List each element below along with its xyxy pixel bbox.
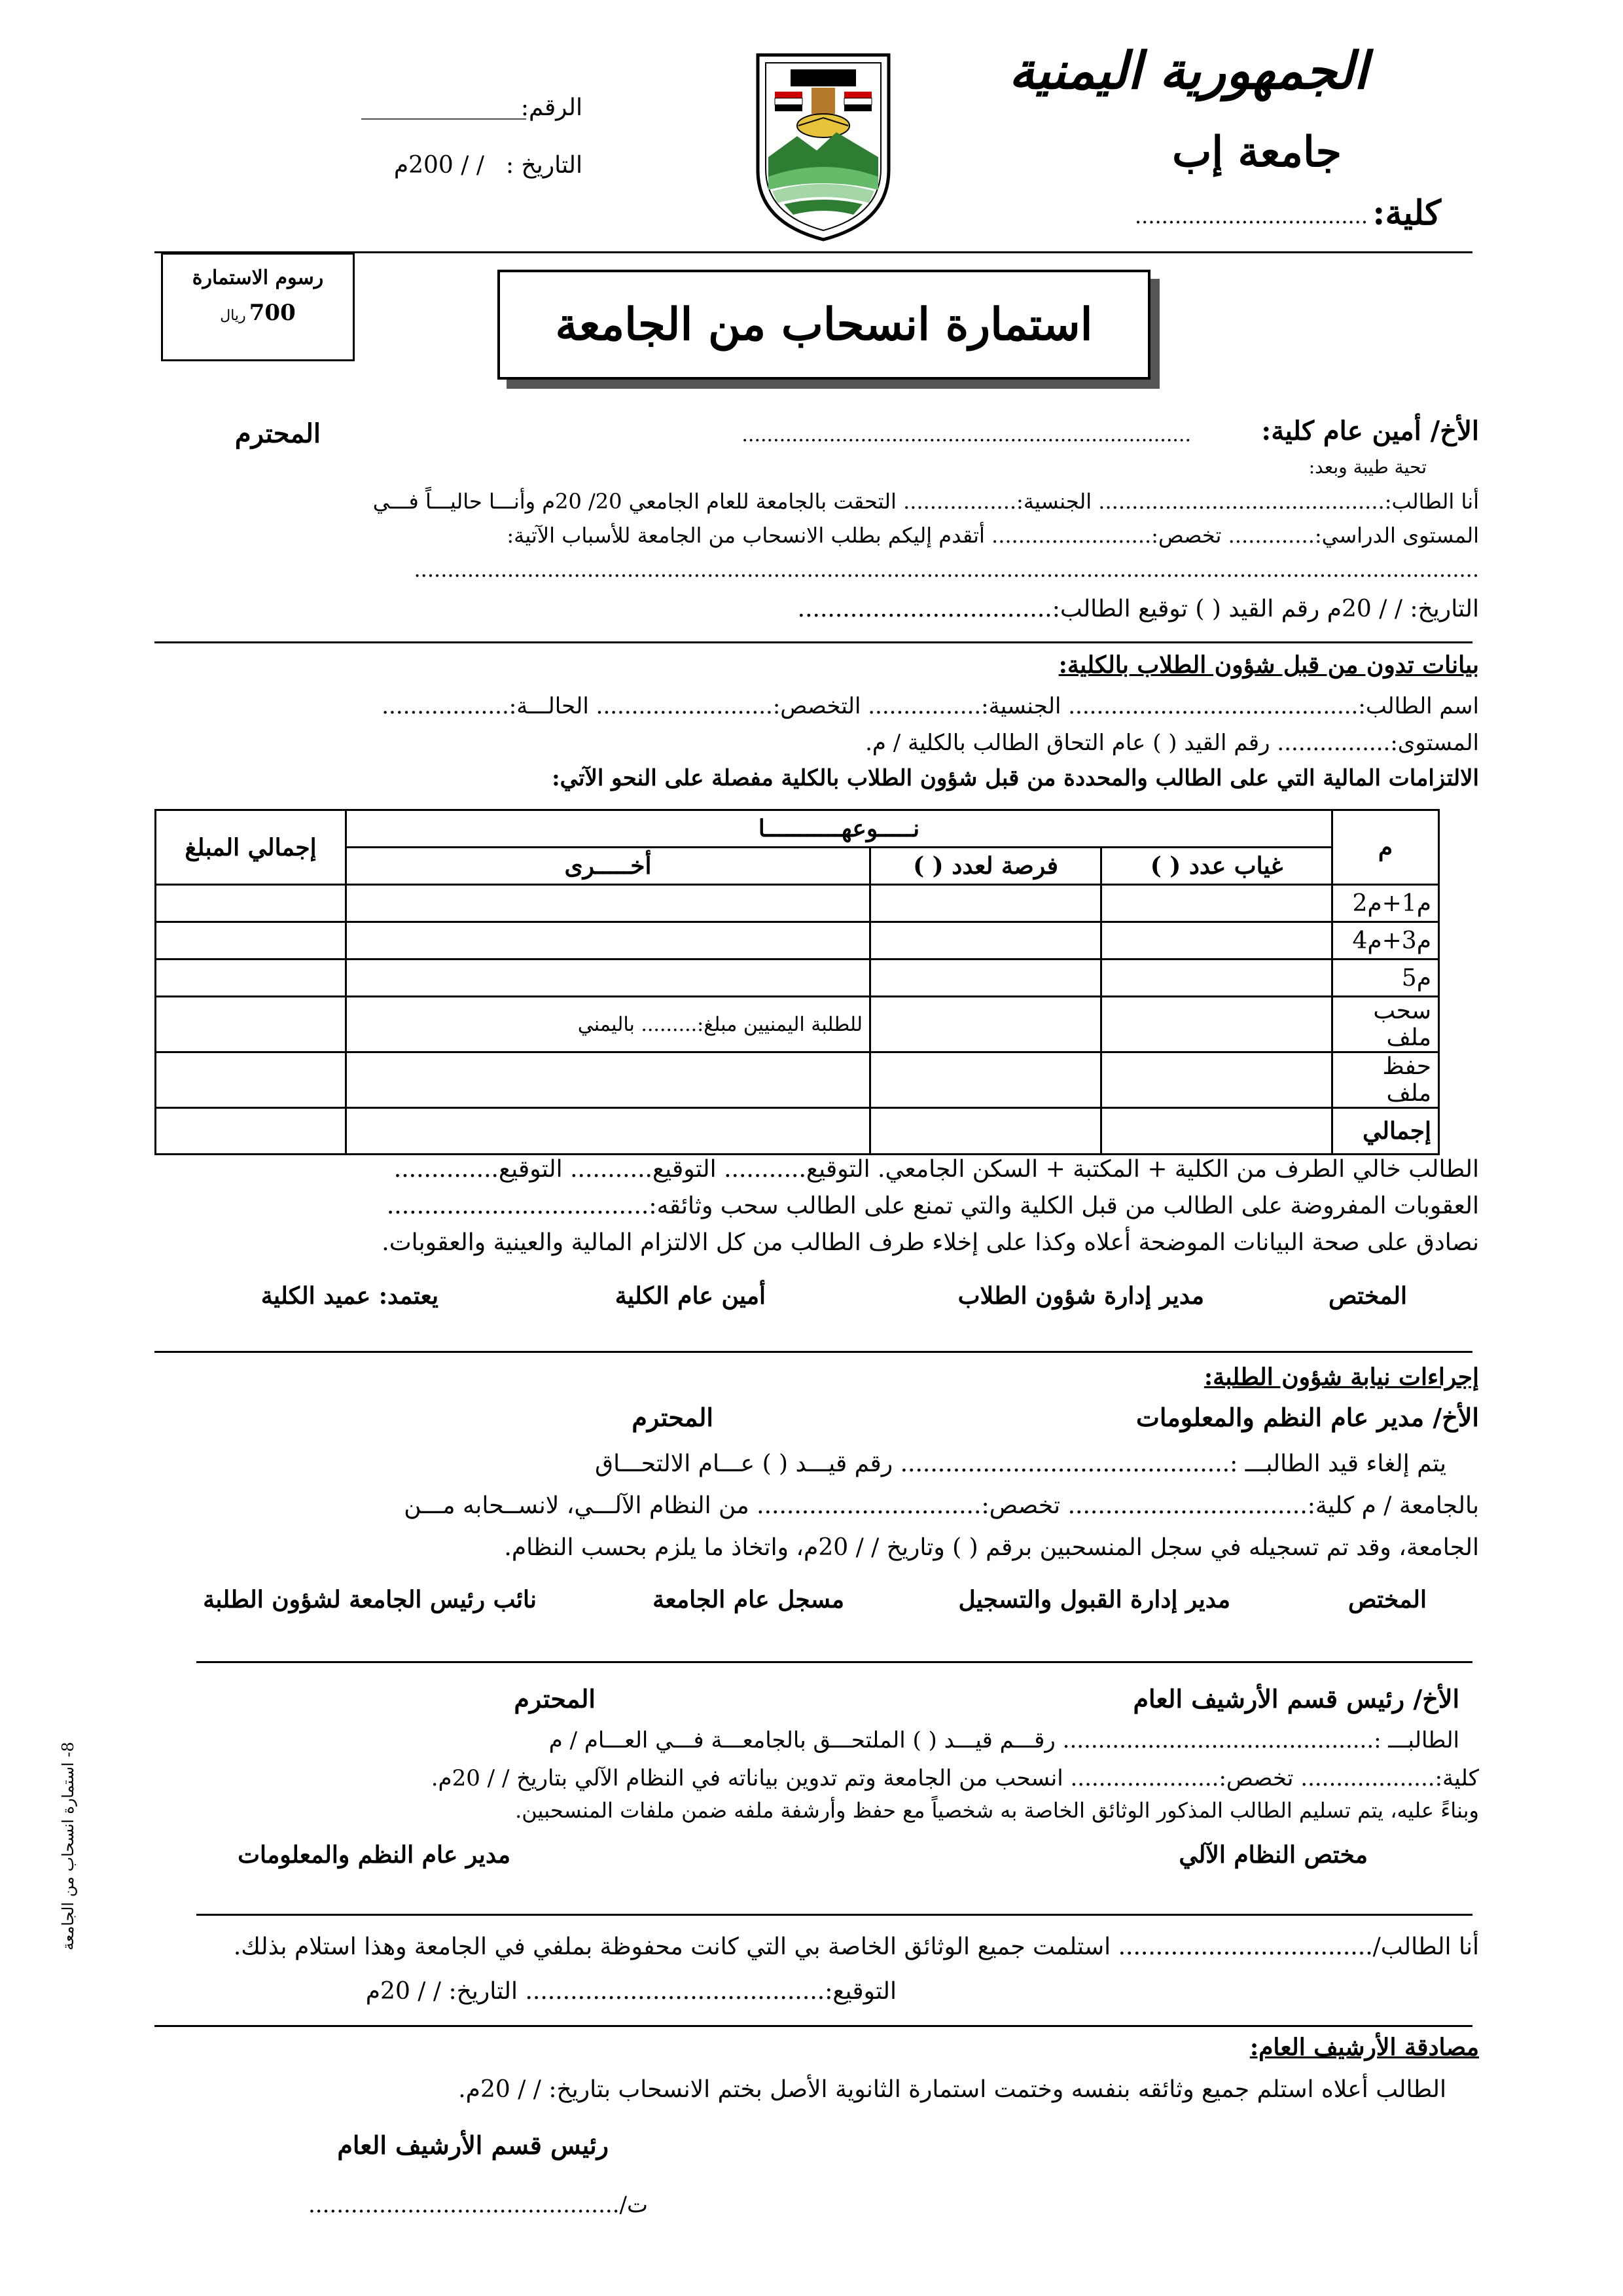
table-cell[interactable] — [1101, 1108, 1332, 1155]
archive-sig-director: مدير عام النظم والمعلومات — [238, 1841, 510, 1869]
table-cell[interactable] — [1101, 922, 1332, 960]
obligations-heading: الالتزامات المالية التي على الطالب والمحددة من قبل شؤون الطلاب بالكلية مفصلة على النحو الآتي: — [552, 765, 1479, 791]
approval-line1: الطالب أعلاه استلم جميع وثائقه بنفسه وختمت استمارة الثانوية الأصل بختم الانسحاب بتاريخ: / / 20م. — [458, 2076, 1446, 2103]
college-label: كلية: — [1372, 193, 1441, 233]
table-cell[interactable] — [156, 1108, 346, 1155]
table-cell[interactable] — [346, 1052, 870, 1108]
clearance-line2: العقوبات المفروضة على الطالب من قبل الكلية والتي تمنع على الطالب سحب وثائقه:................................... — [386, 1193, 1479, 1219]
receipt-line1: أنا الطالب/.................................. استلمت جميع الوثائق الخاصة بي التي كانت محفوظة بملفي في الجامعة وهذا استلام بذلك. — [233, 1933, 1479, 1960]
row-label: م3+م4 — [1332, 922, 1439, 960]
approval-sig-line: ت/............................................ — [308, 2192, 648, 2218]
archive-line1: الطالبـــ :............................................ رقـــم قيـــد ( ) الملتحـــق بالجامعـــة فـــي العـــام / م — [548, 1727, 1459, 1753]
clearance-sig-specialist: المختص — [1329, 1282, 1407, 1310]
request-line4: التاريخ: / / 20م رقم القيد ( ) توقيع الطالب:.................................. — [797, 596, 1479, 622]
table-row — [156, 1108, 1439, 1155]
deputy-divider — [196, 1661, 1472, 1663]
form-title-box — [497, 270, 1150, 380]
request-greeting: تحية طيبة وبعد: — [1308, 456, 1427, 478]
deputy-sig-vp: نائب رئيس الجامعة لشؤون الطلبة — [203, 1586, 537, 1613]
table-cell[interactable] — [346, 960, 870, 997]
request-divider — [154, 641, 1472, 643]
college-dots: ................................... — [1134, 204, 1368, 228]
college-data-line2: المستوى:................ رقم القيد ( ) عام التحاق الطالب بالكلية / م. — [865, 730, 1479, 756]
col-total-header: إجمالي المبلغ — [156, 810, 346, 885]
approval-heading: مصادقة الأرشيف العام: — [1249, 2034, 1479, 2061]
table-cell[interactable] — [1101, 997, 1332, 1052]
fee-amount: 700 — [249, 300, 296, 326]
archive-divider — [196, 1914, 1472, 1916]
number-line: ______________ — [361, 93, 526, 120]
table-cell[interactable] — [156, 922, 346, 960]
table-cell[interactable] — [156, 885, 346, 922]
table-cell[interactable] — [1101, 885, 1332, 922]
fee-label: رسوم الاستمارة — [192, 266, 324, 289]
college-data-line1: اسم الطالب:......................................... الجنسية:................ التخصص:......................... الحالـــة:.................. — [382, 693, 1479, 719]
request-to: الأخ/ أمين عام كلية: — [1261, 416, 1479, 446]
table-row — [156, 997, 1439, 1052]
deputy-heading: إجراءات نيابة شؤون الطلبة: — [1204, 1363, 1479, 1391]
date-label: التاريخ : — [505, 152, 582, 179]
number-label: الرقم: — [520, 94, 582, 121]
request-line3: ................................................................................................................................................................ — [414, 557, 1479, 582]
total-row-label: إجمالي — [1332, 1108, 1439, 1155]
archive-respected: المحترم — [514, 1684, 596, 1713]
receipt-divider — [154, 2025, 1472, 2027]
row-label: سحب ملف — [1332, 997, 1439, 1052]
table-cell[interactable] — [156, 997, 346, 1052]
table-cell[interactable] — [156, 960, 346, 997]
request-respected: المحترم — [234, 418, 321, 449]
table-cell[interactable] — [156, 1052, 346, 1108]
table-cell[interactable] — [870, 922, 1101, 960]
col-index-header: م — [1332, 810, 1439, 885]
row-label: حفظ ملف — [1332, 1052, 1439, 1108]
table-cell[interactable] — [346, 885, 870, 922]
table-row — [156, 922, 1439, 960]
table-cell[interactable] — [870, 997, 1101, 1052]
side-note: 8- استمارة انسحاب من الجامعة — [59, 1742, 77, 1950]
table-cell[interactable] — [346, 922, 870, 960]
archive-line3: وبناءً عليه، يتم تسليم الطالب المذكور الوثائق الخاصة به شخصياً مع حفظ وأرشفة ملفه ضمن ملفات المنسحبين. — [515, 1798, 1479, 1823]
date-value: / / 200م — [393, 152, 484, 179]
deputy-sig-specialist: المختص — [1348, 1586, 1427, 1613]
archive-sig-system: مختص النظام الآلي — [1179, 1841, 1368, 1869]
clearance-sig-dean: يعتمد: عميد الكلية — [260, 1282, 438, 1310]
table-cell[interactable] — [1101, 1052, 1332, 1108]
deputy-sig-admission: مدير إدارة القبول والتسجيل — [958, 1586, 1230, 1613]
deputy-respected: المحترم — [632, 1403, 713, 1432]
clearance-divider — [154, 1351, 1472, 1353]
col-type-header: نـــــوعهـــــــــــا — [346, 810, 1332, 848]
row-label: م1+م2 — [1332, 885, 1439, 922]
table-cell[interactable] — [870, 1108, 1101, 1155]
table-row — [156, 1052, 1439, 1108]
request-to-dots: ........................................................................ — [741, 423, 1191, 446]
col-other-header: أخـــــرى — [346, 848, 870, 885]
university-seal-icon — [751, 46, 895, 242]
university-name: جامعة إب — [1172, 128, 1342, 177]
col-chance-header: فرصة لعدد ( ) — [870, 848, 1101, 885]
clearance-sig-affairs: مدير إدارة شؤون الطلاب — [957, 1282, 1204, 1310]
yemeni-note: للطلبة اليمنيين مبلغ:......... باليمني — [346, 997, 870, 1052]
request-line1: أنا الطالب:........................................... الجنسية:................. التحقت بالجامعة للعام الجامعي 20/ 20م وأنـــا حاليـــاً فـــي — [372, 489, 1479, 514]
table-row — [156, 885, 1439, 922]
financial-obligations-table — [154, 809, 1440, 1155]
form-title: استمارة انسحاب من الجامعة — [555, 298, 1093, 351]
archive-line2: كلية:................... تخصص:..................... انسحب من الجامعة وتم تدوين بياناته في النظام الآلي بتاريخ / / 20م. — [431, 1765, 1479, 1791]
approval-sig-head: رئيس قسم الأرشيف العام — [337, 2130, 609, 2160]
clearance-line1: الطالب خالي الطرف من الكلية + المكتبة + السكن الجامعي. التوقيع........... التوقيع........... التوقيع.............. — [393, 1156, 1479, 1183]
deputy-to: الأخ/ مدير عام النظم والمعلومات — [1136, 1403, 1479, 1432]
archive-to: الأخ/ رئيس قسم الأرشيف العام — [1133, 1684, 1459, 1713]
table-cell[interactable] — [870, 1052, 1101, 1108]
table-cell[interactable] — [346, 1108, 870, 1155]
deputy-line1: يتم إلغاء قيد الطالبـــ :............................................ رقم قيـــد ( ) عـــام الالتحـــاق — [595, 1450, 1446, 1477]
table-cell[interactable] — [870, 885, 1101, 922]
republic-title: الجمهورية اليمنية — [1008, 41, 1368, 101]
clearance-sig-secretary: أمين عام الكلية — [615, 1282, 766, 1310]
deputy-line3: الجامعة، وقد تم تسجيله في سجل المنسحبين برقم ( ) وتاريخ / / 20م، واتخاذ ما يلزم بحسب النظام. — [504, 1534, 1479, 1561]
request-line2: المستوى الدراسي:............. تخصص:........................ أتقدم إليكم بطلب الانسحاب من الجامعة للأسباب الآتية: — [507, 523, 1479, 548]
col-absence-header: غياب عدد ( ) — [1101, 848, 1332, 885]
table-row — [156, 960, 1439, 997]
college-data-heading: بيانات تدون من قبل شؤون الطلاب بالكلية: — [1058, 651, 1479, 679]
deputy-line2: بالجامعة / م كلية:................................ تخصص:.............................. من النظام الآلـــي، لانســحابه مـــن — [404, 1492, 1479, 1519]
table-cell[interactable] — [1101, 960, 1332, 997]
row-label: م5 — [1332, 960, 1439, 997]
receipt-line2: التوقيع:........................................ التاريخ: / / 20م — [365, 1978, 897, 2005]
fee-currency: ريال — [220, 308, 246, 324]
table-cell[interactable] — [870, 960, 1101, 997]
fee-box — [161, 253, 355, 361]
clearance-line3: نصادق على صحة البيانات الموضحة أعلاه وكذا على إخلاء طرف الطالب من كل الالتزام المالية والعينية والعقوبات. — [382, 1229, 1479, 1256]
deputy-sig-registrar: مسجل عام الجامعة — [652, 1586, 844, 1613]
